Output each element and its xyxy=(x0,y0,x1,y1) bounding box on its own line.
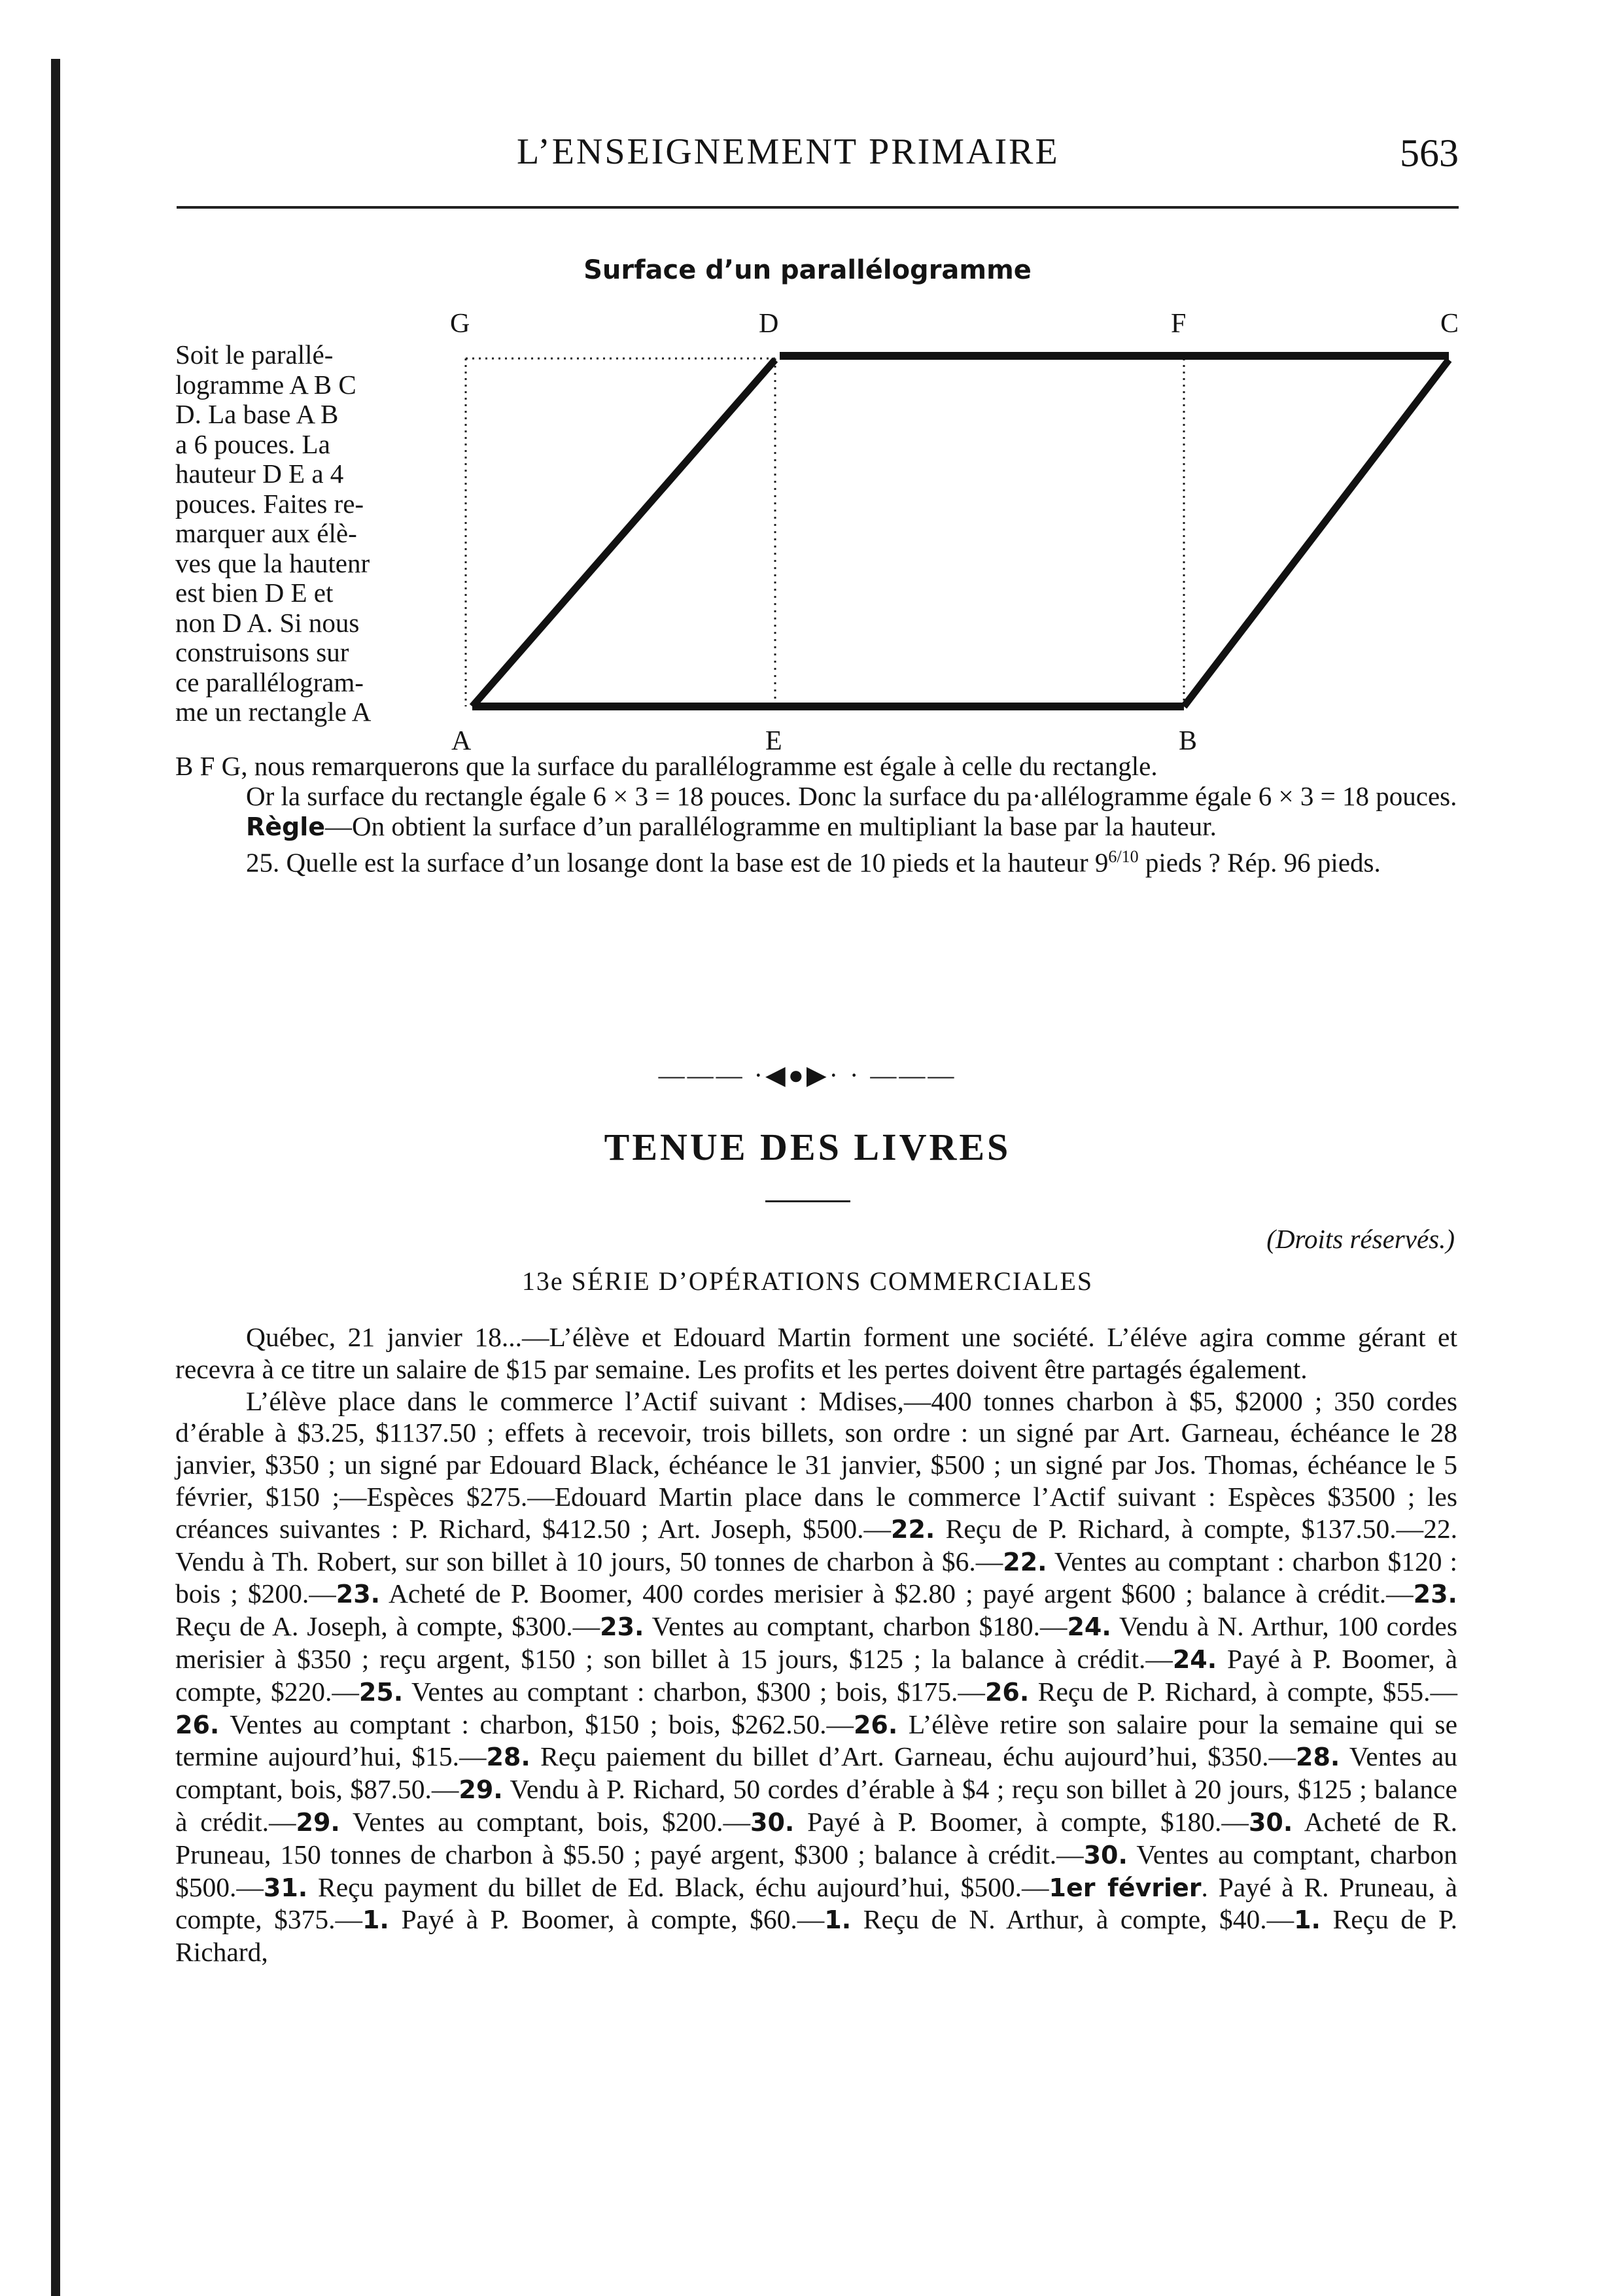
continuation-paragraph: B F G, nous remarquerons que la surface du parallélogramme est égale à celle du rectangle. xyxy=(175,751,1158,781)
vertex-label-a: A xyxy=(451,726,472,756)
figure-title: Surface d’un parallélogramme xyxy=(583,255,1032,285)
entry-text: Reçu de P. Richard, à compte, $55.— xyxy=(1029,1676,1458,1707)
entry-text: Reçu payment du billet de Ed. Black, échu aujourd’hui, $500.— xyxy=(307,1871,1049,1902)
entry-text: Ventes au comptant : charbon $120 : bois ; $200.— xyxy=(175,1546,1457,1609)
bookkeeping-text xyxy=(175,1321,1457,1968)
entry-date: 26. xyxy=(984,1677,1030,1707)
side-text-line: hauteur D E a 4 xyxy=(175,459,344,489)
side-text-line: est bien D E et xyxy=(175,578,334,608)
vertex-label-c: C xyxy=(1440,309,1459,339)
computation-paragraph: Or la surface du rectangle égale 6 × 3 = 18 pouces. Donc la surface du pa·allélogramme égale 6 × 3 = 18 pouces. xyxy=(246,781,1457,811)
entry-date: 28. xyxy=(1296,1743,1340,1772)
entry-date: 23. xyxy=(1413,1580,1457,1609)
entry-text: Reçu paiement du billet d’Art. Garneau, échu aujourd’hui, $350.— xyxy=(530,1741,1296,1772)
section-title-rule xyxy=(765,1200,850,1202)
side-text-line: ves que la hautenr xyxy=(175,548,370,578)
section-ornament: ——— ·◀●▶· · ——— xyxy=(658,1060,957,1090)
parallelogram-right-edge xyxy=(1184,360,1449,706)
exercise-prefix: 25. Quelle est la surface d’un losange dont la base est de 10 pieds et la hauteur 9 xyxy=(246,847,1109,878)
bookkeeping-paragraph-2 xyxy=(175,1385,1457,1968)
entry-text: Payé à P. Boomer, à compte, $180.— xyxy=(794,1806,1249,1837)
entry-text: Ventes au comptant, bois, $200.— xyxy=(339,1806,751,1837)
vertex-label-e: E xyxy=(765,726,782,756)
entry-date: 30. xyxy=(1083,1840,1128,1870)
entry-date: 24. xyxy=(1172,1644,1217,1674)
entry-text: Acheté de P. Boomer, 400 cordes merisier à $2.80 ; payé argent $600 ; balance à crédit.— xyxy=(380,1578,1414,1609)
entry-text: Acheté de R. Pruneau, 150 tonnes de charbon à $5.50 ; payé argent, $300 ; balance à crédit.— xyxy=(175,1806,1458,1870)
entry-text: Reçu de P. Richard, à compte, $137.50.—22. Vendu à Th. Robert, sur son billet à 10 jours, 50 tonnes de charbon à $6.— xyxy=(175,1513,1457,1576)
side-text-line: logramme A B C xyxy=(175,369,356,400)
entry-date: 23. xyxy=(336,1580,381,1609)
entry-text: Payé à P. Boomer, à compte, $220.— xyxy=(175,1643,1457,1707)
entry-text: Vendu à N. Arthur, 100 cordes merisier à $350 ; reçu argent, $150 ; son billet à 15 jours, $125 ; la balance à crédit.— xyxy=(175,1611,1457,1674)
entry-date: 28. xyxy=(486,1743,530,1772)
entry-text: Reçu de P. Richard, xyxy=(175,1904,1458,1968)
parallelogram-left-edge xyxy=(472,360,775,706)
entry-date: 22. xyxy=(891,1514,935,1544)
rule-label: Règle xyxy=(246,812,326,841)
entry-date: 24. xyxy=(1067,1612,1111,1642)
entry-text: L’élève place dans le commerce l’Actif suivant : Mdises,—400 tonnes charbon à $5, $2000 ; 350 cordes d’érable à $3.25, $1137.50 ; effets à recevoir, trois billets, son ordre : un signé par Art. Garneau, échéance le 28 janvier, $350 ; un signé par Edouard Black, échéance le 31 janvier, $500 ; un signé par Jos. Thomas, échéance le 5 février, $150 ;—Espèces $275.—Edouard Martin place dans le commerce l’Actif suivant : Espèces $3500 ; les créances suivantes : P. Richard, $412.50 ; Art. Joseph, $500.— xyxy=(175,1385,1457,1544)
side-text-line: marquer aux élè- xyxy=(175,518,357,548)
rule-paragraph xyxy=(175,811,1457,842)
entry-text: Vendu à P. Richard, 50 cordes d’érable à $4 ; reçu son billet à 20 jours, $125 ; balance à crédit.— xyxy=(175,1774,1457,1837)
entry-date: 31. xyxy=(263,1873,308,1902)
side-text-line: ce parallélogram- xyxy=(175,667,364,697)
entry-text: L’élève retire son salaire pour la semaine qui se termine aujourd’hui, $15.— xyxy=(175,1709,1458,1772)
figure-side-text xyxy=(175,340,457,727)
entry-date: 1. xyxy=(362,1905,389,1935)
side-text-line: pouces. Faites re- xyxy=(175,488,364,519)
side-text-line: construisons sur xyxy=(175,637,349,667)
entry-text: Payé à P. Boomer, à compte, $60.— xyxy=(389,1904,825,1935)
side-text-line: Soit le parallé- xyxy=(175,339,334,370)
bookkeeping-paragraph-1: Québec, 21 janvier 18...—L’élève et Edouard Martin forment une société. L’éléve agira comme gérant et recevra à ce titre un salaire de $15 par semaine. Les profits et les pertes doivent être partagés également. xyxy=(175,1322,1457,1384)
geometry-text xyxy=(175,751,1457,878)
entry-date: 30. xyxy=(1248,1807,1293,1837)
entry-text: Ventes au comptant, charbon $500.— xyxy=(175,1839,1457,1902)
running-title: L’ENSEIGNEMENT PRIMAIRE xyxy=(517,131,1060,172)
vertex-label-b: B xyxy=(1179,726,1198,756)
entry-date: 25. xyxy=(358,1677,404,1707)
vertex-label-d: D xyxy=(759,309,779,339)
side-text-line: a 6 pouces. La xyxy=(175,428,330,459)
side-text-line: me un rectangle A xyxy=(175,697,372,727)
vertex-label-f: F xyxy=(1171,309,1187,339)
entry-date: 26. xyxy=(175,1710,220,1739)
entry-date: 29. xyxy=(296,1807,340,1837)
exercise-paragraph xyxy=(175,842,1457,878)
entry-date: 1. xyxy=(824,1905,852,1935)
side-text-line: D. La base A B xyxy=(175,399,339,429)
entry-text: Reçu de N. Arthur, à compte, $40.— xyxy=(851,1904,1294,1935)
entry-text: Ventes au comptant, charbon $180.— xyxy=(644,1611,1068,1642)
entry-date: 30. xyxy=(750,1807,795,1837)
entry-text: Reçu de A. Joseph, à compte, $300.— xyxy=(175,1611,600,1642)
series-title: 13e SÉRIE D’OPÉRATIONS COMMERCIALES xyxy=(521,1266,1094,1296)
entry-text: Ventes au comptant : charbon, $300 ; bois, $175.— xyxy=(403,1676,985,1707)
entry-date: 22. xyxy=(1003,1547,1047,1576)
rule-text: —On obtient la surface d’un parallélogramme en multipliant la base par la hauteur. xyxy=(325,811,1217,841)
entry-date: 23. xyxy=(600,1612,644,1642)
side-text-line: non D A. Si nous xyxy=(175,607,360,638)
entry-date: 26. xyxy=(853,1710,898,1739)
exercise-fraction: 6/10 xyxy=(1108,847,1139,866)
page-number: 563 xyxy=(1400,131,1459,175)
rights-notice: (Droits réservés.) xyxy=(1266,1224,1455,1254)
entry-text: Ventes au comptant, bois, $87.50.— xyxy=(175,1741,1457,1805)
entry-date: 1er février xyxy=(1049,1873,1202,1902)
exercise-suffix: pieds ? Rép. 96 pieds. xyxy=(1138,847,1381,878)
section-title: TENUE DES LIVRES xyxy=(604,1126,1011,1168)
entry-text: . Payé à R. Pruneau, à compte, $375.— xyxy=(175,1871,1457,1935)
entry-date: 29. xyxy=(459,1775,503,1805)
entry-date: 1. xyxy=(1294,1905,1321,1935)
entry-text: Ventes au comptant : charbon, $150 ; bois, $262.50.— xyxy=(219,1709,854,1739)
vertex-label-g: G xyxy=(450,309,470,339)
